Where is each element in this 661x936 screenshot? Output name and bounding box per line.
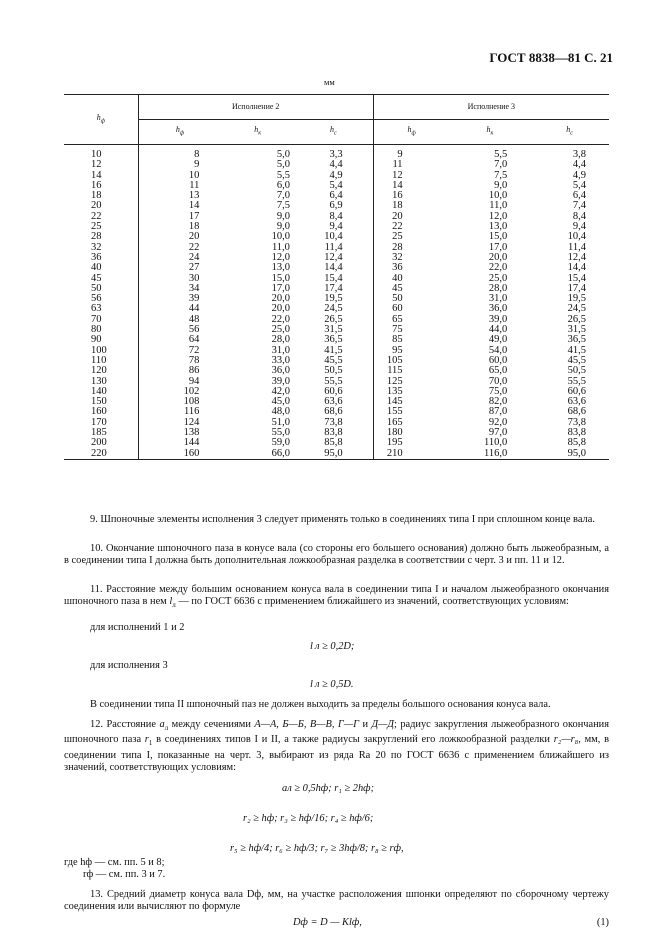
table-cell: 12,0	[488, 210, 508, 222]
table-cell: 17,0	[271, 282, 290, 294]
table-cell: 124	[138, 418, 221, 428]
type2-note: В соединении типа II шпоночный паз не должен выходить за пределы большого основания конуса вала.	[90, 699, 551, 710]
table-cell: 15,4	[567, 272, 586, 284]
table-cell: 36,5	[567, 334, 586, 346]
sub-header-4: $h_ф$	[373, 120, 449, 145]
table-cell: 95,0	[294, 449, 373, 460]
table-cell: 85,8	[567, 437, 586, 449]
where-note-2: rф — см. пп. 3 и 7.	[83, 869, 166, 880]
table-cell: 7,0	[276, 190, 290, 202]
para-13: 13. Средний диаметр конуса вала Dф, мм, на участке расположения шпонки определяют по сборочному чертежу соединения или вычисляют по формуле	[64, 889, 609, 913]
col-hf-header: $h_ф$	[64, 95, 138, 145]
table-cell: 31,5	[567, 324, 586, 336]
table-cell: 70	[91, 313, 102, 325]
table-cell: 20	[138, 232, 221, 242]
table-cell: 17,0	[488, 241, 508, 253]
table-cell: 28	[373, 243, 449, 253]
formula-lz-1: l л ≥ 0,2D;	[310, 641, 355, 652]
table-cell: 150	[91, 396, 107, 408]
table-cell: 19,5	[324, 293, 343, 305]
table-cell: 36,0	[271, 365, 290, 377]
table-cell: 97,0	[488, 427, 508, 439]
condition-line-1: aл ≥ 0,5hф; r₁ ≥ 2hф;	[282, 783, 375, 794]
table-cell: 12	[91, 159, 102, 171]
table-cell: 115	[373, 366, 449, 376]
table-cell: 51,0	[271, 416, 290, 428]
table-cell: 83,8	[567, 427, 586, 439]
table-cell: 60,0	[488, 354, 508, 366]
para-12: 12. Расстояние $a_л$ между сечениями А—А, Б—Б, В—В, Г—Г и Д—Д; радиус закругления лыжеобразного окончания шпоночного паза $r_1$ в соединениях типов I и II, а также радиусы закруглений его ложкообразной разделки r₂—r₈, мм, в соединении типа I, показанные на черт. 3, выбирают из ряда Ra 20 по ГОСТ 6636 с применением ближайшего из значений, соответствующих условиям:	[64, 719, 610, 774]
table-cell: 5,4	[572, 179, 586, 191]
table-cell: 55,0	[271, 427, 290, 439]
table-cell: 145	[373, 397, 449, 407]
table-cell: 55,5	[324, 375, 343, 387]
table-cell: 17,4	[324, 282, 343, 294]
table-cell: 110,0	[484, 437, 508, 449]
table-cell: 140	[91, 385, 107, 397]
table-cell: 120	[91, 365, 107, 377]
table-cell: 5,0	[276, 149, 290, 160]
table-cell: 9,4	[572, 221, 586, 233]
table-cell: 25,0	[488, 272, 508, 284]
table-cell: 9,4	[329, 221, 343, 233]
table-cell: 11,0	[489, 200, 508, 212]
table-cell: 50	[91, 282, 102, 294]
table-cell: 86	[138, 366, 221, 376]
table-cell: 9,0	[276, 221, 290, 233]
table-cell: 75,0	[488, 385, 508, 397]
table-cell: 17,4	[567, 282, 586, 294]
table-cell: 20	[373, 212, 449, 222]
table-cell: 31,5	[324, 324, 343, 336]
table-cell: 155	[373, 407, 449, 417]
table-cell: 19,5	[567, 293, 586, 305]
table-cell: 73,8	[324, 416, 343, 428]
table-cell: 105	[373, 356, 449, 366]
table-cell: 25	[91, 221, 102, 233]
table-cell: 34	[138, 284, 221, 294]
table-cell: 165	[373, 418, 449, 428]
table-cell: 13	[138, 191, 221, 201]
table-cell: 160	[138, 449, 221, 460]
table-cell: 90	[91, 334, 102, 346]
sub-header-6: $h_с$	[530, 120, 609, 145]
table-cell: 9	[373, 145, 449, 161]
table-cell: 6,4	[329, 190, 343, 202]
table-cell: 36,5	[324, 334, 343, 346]
table-cell: 40	[373, 274, 449, 284]
table-cell: 50,5	[324, 365, 343, 377]
table-cell: 25	[373, 232, 449, 242]
table-cell: 11,4	[324, 241, 343, 253]
table-cell: 95	[373, 346, 449, 356]
table-cell: 180	[373, 428, 449, 438]
table-cell: 14	[91, 169, 102, 181]
table-cell: 130	[91, 375, 107, 387]
table-cell: 54,0	[488, 344, 508, 356]
table-cell: 50,5	[567, 365, 586, 377]
table-cell: 22,0	[271, 313, 290, 325]
table-cell: 12,0	[271, 251, 290, 263]
table-cell: 32	[373, 253, 449, 263]
dimension-table	[64, 94, 609, 460]
table-cell: 59,0	[271, 437, 290, 449]
table-cell: 13,0	[271, 262, 290, 274]
table-cell: 20,0	[271, 303, 290, 315]
table-cell: 60	[373, 304, 449, 314]
table-cell: 11	[138, 181, 221, 191]
table-cell: 95,0	[530, 449, 609, 460]
table-cell: 9,0	[494, 179, 508, 191]
para-11: 11. Расстояние между большим основанием конуса вала в соединении типа I и началом лыжеобразного окончания шпоночного паза в нем $l_л$ — по ГОСТ 6636 с применением ближайшего из значений, соответствующих условиям:	[64, 584, 609, 610]
table-cell: 5,5	[276, 169, 290, 181]
table-cell: 22	[138, 243, 221, 253]
table-cell: 18	[91, 190, 102, 202]
table-cell: 70,0	[488, 375, 508, 387]
table-cell: 7,5	[494, 169, 508, 181]
table-cell: 15,0	[488, 231, 508, 243]
page-header: ГОСТ 8838—81 С. 21	[489, 50, 613, 65]
table-cell: 63	[91, 303, 102, 315]
table-cell: 27	[138, 263, 221, 273]
table-cell: 49,0	[488, 334, 508, 346]
table-cell: 31,0	[271, 344, 290, 356]
table-cell: 28,0	[271, 334, 290, 346]
table-cell: 63,6	[324, 396, 343, 408]
table-cell: 125	[373, 377, 449, 387]
table-cell: 45,5	[324, 354, 343, 366]
table-cell: 85,8	[324, 437, 343, 449]
table-cell: 36	[91, 251, 102, 263]
table-cell: 8,4	[572, 210, 586, 222]
table-cell: 55,5	[567, 375, 586, 387]
table-row	[64, 449, 609, 460]
table-cell: 7,4	[572, 200, 586, 212]
table-cell: 4,4	[572, 159, 586, 171]
table-cell: 72	[138, 346, 221, 356]
table-cell: 45,5	[567, 354, 586, 366]
table-cell: 45	[373, 284, 449, 294]
table-cell: 22	[373, 222, 449, 232]
table-cell: 16	[91, 179, 102, 191]
table-cell: 41,5	[567, 344, 586, 356]
table-cell: 8	[138, 145, 221, 161]
table-cell: 135	[373, 387, 449, 397]
table-cell: 73,8	[567, 416, 586, 428]
table-cell: 94	[138, 377, 221, 387]
condition-line-2: r₂ ≥ hф; r₃ ≥ hф/16; r₄ ≥ hф/6;	[243, 813, 374, 824]
table-cell: 20,0	[271, 293, 290, 305]
table-cell: 63,6	[567, 396, 586, 408]
table-cell: 64	[138, 335, 221, 345]
table-cell: 5,5	[494, 149, 508, 160]
table-cell: 33,0	[271, 354, 290, 366]
table-cell: 3,8	[572, 149, 586, 160]
table-cell: 200	[91, 437, 107, 449]
table-cell: 56	[138, 325, 221, 335]
table-cell: 87,0	[488, 406, 508, 418]
table-cell: 92,0	[488, 416, 508, 428]
sub-header-1: $h_ф$	[138, 120, 221, 145]
table-cell: 14	[138, 201, 221, 211]
table-cell: 12,4	[567, 251, 586, 263]
table-cell: 30	[138, 274, 221, 284]
exec-1-2-label: для исполнений 1 и 2	[90, 622, 185, 633]
table-cell: 16	[373, 191, 449, 201]
table-cell: 66,0	[221, 449, 294, 460]
table-cell: 42,0	[271, 385, 290, 397]
table-row	[64, 366, 609, 376]
table-cell: 68,6	[567, 406, 586, 418]
para-9: 9. Шпоночные элементы исполнения 3 следует применять только в соединениях типа I при сплошном конце вала.	[90, 514, 595, 525]
table-cell: 12	[373, 171, 449, 181]
table-cell: 68,6	[324, 406, 343, 418]
formula-lz-2: l л ≥ 0,5D.	[310, 679, 354, 690]
table-cell: 45	[91, 272, 102, 284]
table-cell: 60,6	[567, 385, 586, 397]
table-cell: 82,0	[488, 396, 508, 408]
table-cell: 17	[138, 212, 221, 222]
table-cell: 65	[373, 315, 449, 325]
table-cell: 110	[91, 354, 107, 366]
table-cell: 11,0	[271, 241, 290, 253]
sub-header-2: $h_к$	[221, 120, 294, 145]
sub-header-5: $h_к$	[450, 120, 531, 145]
group-header-exec2: Исполнение 2	[138, 95, 373, 120]
table-cell: 20,0	[488, 251, 508, 263]
table-cell: 144	[138, 438, 221, 448]
table-cell: 185	[91, 427, 107, 439]
unit-label: мм	[324, 77, 335, 87]
table-cell: 6,0	[276, 179, 290, 191]
table-cell: 50	[373, 294, 449, 304]
table-cell: 41,5	[324, 344, 343, 356]
table-cell: 12,4	[324, 251, 343, 263]
table-cell: 22,0	[488, 262, 508, 274]
table-cell: 40	[91, 262, 102, 274]
table-cell: 210	[373, 449, 449, 460]
table-cell: 5,0	[276, 159, 290, 171]
table-cell: 6,4	[572, 190, 586, 202]
table-cell: 45,0	[271, 396, 290, 408]
table-cell: 28	[91, 231, 102, 243]
condition-line-3: r₅ ≥ hф/4; r₆ ≥ hф/3; r₇ ≥ 3hф/8; r₈ ≥ rф,	[230, 843, 404, 854]
table-cell: 10	[138, 171, 221, 181]
table-cell: 15,0	[271, 272, 290, 284]
table-cell: 10,4	[324, 231, 343, 243]
table-cell: 75	[373, 325, 449, 335]
table-cell: 4,4	[329, 159, 343, 171]
exec-3-label: для исполнения 3	[90, 660, 168, 671]
table-cell: 24	[138, 253, 221, 263]
formula-number: (1)	[596, 917, 609, 928]
table-cell: 18	[138, 222, 221, 232]
table-cell: 102	[138, 387, 221, 397]
table-cell: 116,0	[450, 449, 531, 460]
table-cell: 39,0	[271, 375, 290, 387]
group-header-exec3: Исполнение 3	[373, 95, 609, 120]
table-cell: 44	[138, 304, 221, 314]
table-cell: 31,0	[488, 293, 508, 305]
table-cell: 195	[373, 438, 449, 448]
table-cell: 14,4	[324, 262, 343, 274]
table-cell: 28,0	[488, 282, 508, 294]
table-cell: 26,5	[324, 313, 343, 325]
table-cell: 39,0	[488, 313, 508, 325]
table-cell: 11	[373, 160, 449, 170]
table-cell: 7,5	[276, 200, 290, 212]
table-cell: 170	[91, 416, 107, 428]
table-row	[64, 145, 609, 161]
table-cell: 7,0	[494, 159, 508, 171]
table-cell: 9	[138, 160, 221, 170]
table-cell: 60,6	[324, 385, 343, 397]
table-cell: 14,4	[567, 262, 586, 274]
table-cell: 80	[91, 324, 102, 336]
table-cell: 3,3	[329, 149, 343, 160]
table-cell: 83,8	[324, 427, 343, 439]
table-cell: 44,0	[488, 324, 508, 336]
table-cell: 18	[373, 201, 449, 211]
table-cell: 26,5	[567, 313, 586, 325]
para-10: 10. Окончание шпоночного паза в конусе вала (со стороны его большего основания) должно быть лыжеобразным, а в соединении типа I должна быть дополнительная ложкообразная разделка в соответствии с черт. 3 и пп. 11 и 12.	[64, 543, 609, 567]
table-cell: 10,0	[271, 231, 290, 243]
table-cell: 160	[91, 406, 107, 418]
table-cell: 20	[91, 200, 102, 212]
table-cell: 32	[91, 241, 102, 253]
table-cell: 78	[138, 356, 221, 366]
table-cell: 10,0	[488, 190, 508, 202]
table-cell: 10	[91, 149, 102, 160]
table-cell: 39	[138, 294, 221, 304]
sub-header-3: $h_с$	[294, 120, 373, 145]
table-cell: 48,0	[271, 406, 290, 418]
table-cell: 11,4	[568, 241, 586, 253]
table-cell: 22	[91, 210, 102, 222]
table-cell: 108	[138, 397, 221, 407]
table-cell: 25,0	[271, 324, 290, 336]
table-cell: 48	[138, 315, 221, 325]
table-cell: 24,5	[567, 303, 586, 315]
table-cell: 56	[91, 293, 102, 305]
table-cell: 116	[138, 407, 221, 417]
table-cell: 8,4	[329, 210, 343, 222]
table-cell: 24,5	[324, 303, 343, 315]
table-cell: 5,4	[329, 179, 343, 191]
table-cell: 15,4	[324, 272, 343, 284]
table-cell: 85	[373, 335, 449, 345]
where-note-1: где hф — см. пп. 5 и 8;	[64, 857, 165, 868]
table-cell: 220	[64, 449, 138, 460]
table-cell: 138	[138, 428, 221, 438]
table-cell: 36,0	[488, 303, 508, 315]
table-cell: 4,9	[329, 169, 343, 181]
table-cell: 10,4	[567, 231, 586, 243]
table-cell: 4,9	[572, 169, 586, 181]
table-cell: 9,0	[276, 210, 290, 222]
table-cell: 36	[373, 263, 449, 273]
table-cell: 100	[91, 344, 107, 356]
formula-df: Dф = D — Klф,	[293, 917, 362, 928]
table-cell: 6,9	[329, 200, 343, 212]
table-cell: 14	[373, 181, 449, 191]
table-cell: 65,0	[488, 365, 508, 377]
table-cell: 13,0	[488, 221, 508, 233]
